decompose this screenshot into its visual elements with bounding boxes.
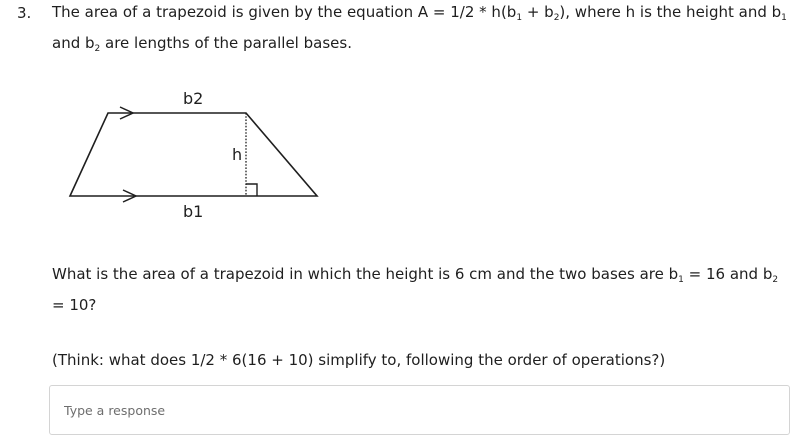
prompt-sub-2: 2 xyxy=(772,275,779,285)
intro-sub-4: 2 xyxy=(94,44,101,54)
trapezoid-diagram xyxy=(62,82,326,220)
intro-text-5: are lengths of the parallel bases. xyxy=(100,34,352,52)
intro-text-2: + b xyxy=(522,3,554,21)
question-hint: (Think: what does 1/2 * 6(16 + 10) simplify to, following the order of operations?) xyxy=(52,351,666,369)
response-box[interactable] xyxy=(49,385,790,435)
label-b1: b1 xyxy=(183,202,204,220)
intro-text-1: The area of a trapezoid is given by the equation A = 1/2 * h(b xyxy=(52,3,517,21)
label-h: h xyxy=(232,145,243,164)
prompt-sub-1: 1 xyxy=(678,275,684,285)
prompt-text-2: = 16 and b xyxy=(683,265,773,283)
question-intro xyxy=(52,0,792,59)
response-input[interactable] xyxy=(50,386,789,434)
right-angle-marker xyxy=(246,184,257,196)
question-number: 3. xyxy=(17,4,32,22)
intro-text-3: ), where h is the height and b xyxy=(559,3,782,21)
question-prompt xyxy=(52,259,792,321)
intro-text-4: and b xyxy=(52,34,95,52)
intro-sub-1: 1 xyxy=(516,13,523,23)
intro-sub-2: 2 xyxy=(553,13,560,23)
intro-sub-3: 1 xyxy=(781,13,787,23)
label-b2: b2 xyxy=(183,89,204,108)
trapezoid-shape xyxy=(70,113,317,196)
prompt-text-3: = 10? xyxy=(52,296,97,314)
prompt-text-1: What is the area of a trapezoid in which the height is 6 cm and the two bases are b xyxy=(52,265,679,283)
